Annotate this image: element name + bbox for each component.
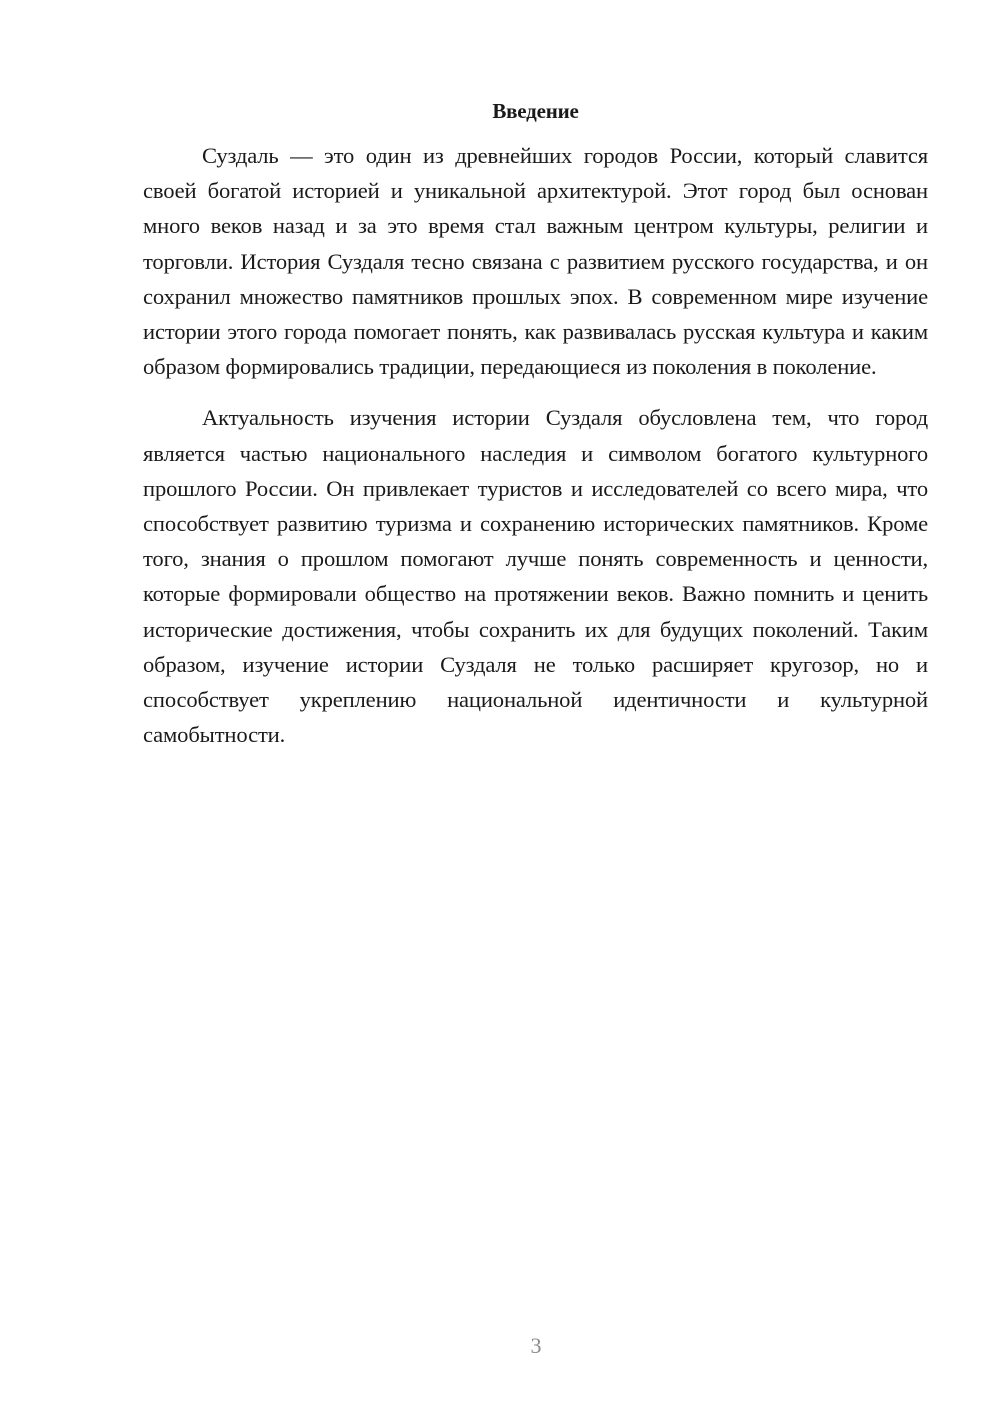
page-content [143, 98, 928, 752]
section-title: Введение [492, 99, 579, 123]
paragraph-relevance: Актуальность изучения истории Суздаля обусловлена тем, что город является частью национального наследия и символом богатого культурного прошлого России. Он привлекает туристов и исследователей со всего мира, что способствует развитию туризма и сохранению исторических памятников. Кроме того, знания о прошлом помогают лучше понять современность и ценности, которые формировали общество на протяжении веков. Важно помнить и ценить исторические достижения, чтобы сохранить их для будущих поколений. Таким образом, изучение истории Суздаля не только расширяет кругозор, но и способствует укреплению национальной идентичности и культурной самобытности. [143, 405, 928, 748]
page-number: 3 [530, 1333, 542, 1358]
paragraph-intro: Суздаль — это один из древнейших городов России, который славится своей богатой историей и уникальной архитектурой. Этот город был основан много веков назад и за это время стал важным центром культуры, религии и торговли. История Суздаля тесно связана с развитием русского государства, и он сохранил множество памятников прошлых эпох. В современном мире изучение истории этого города помогает понять, как развивалась русская культура и каким образом формировались традиции, передающиеся из поколения в поколение. [143, 143, 928, 380]
